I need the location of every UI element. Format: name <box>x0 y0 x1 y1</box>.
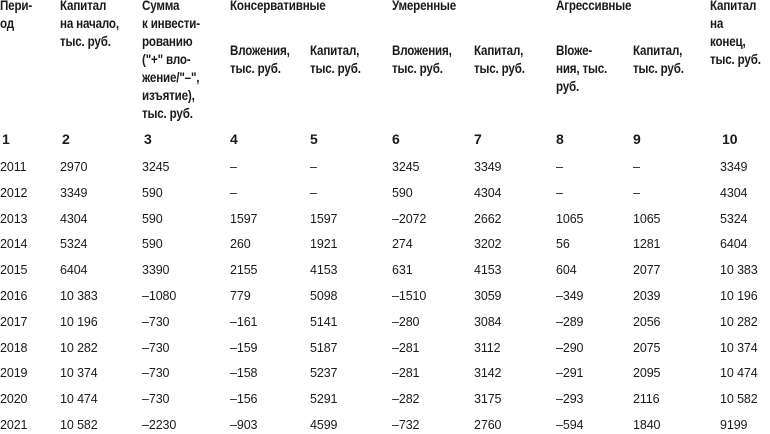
table-cell: 5324 <box>60 237 88 252</box>
table-cell: 260 <box>230 237 251 252</box>
table-cell: 4599 <box>310 418 338 432</box>
table-cell: –281 <box>392 340 420 355</box>
table-cell: 1840 <box>633 418 661 432</box>
header-moderate: Умеренные <box>392 0 457 13</box>
table-cell: 2662 <box>474 211 502 226</box>
table-cell: –594 <box>556 418 584 432</box>
table-cell: 2011 <box>0 160 27 174</box>
table-cell: 3059 <box>474 289 502 303</box>
header-capital-start: Капитал на начало, тыс. руб. <box>60 0 119 49</box>
table-cell: 3349 <box>720 160 748 174</box>
table-cell: –158 <box>230 366 258 381</box>
table-cell: 10 474 <box>60 392 98 407</box>
table-cell: 2018 <box>0 340 28 355</box>
table-cell: –161 <box>230 314 258 329</box>
column-number: 9 <box>633 131 641 147</box>
table-cell: –289 <box>556 314 584 329</box>
table-cell: 2056 <box>633 314 661 329</box>
table-cell: 2014 <box>0 237 28 252</box>
table-cell: 4304 <box>474 185 502 200</box>
table-cell: 3349 <box>60 185 88 200</box>
table-cell: 10 374 <box>720 340 758 355</box>
header-aggressive: Агрессивные <box>556 0 632 13</box>
table-cell: 3349 <box>474 160 502 174</box>
header-capital-end: Капитал на конец, тыс. руб. <box>710 0 761 67</box>
table-cell: –730 <box>142 314 170 329</box>
table-cell: 2116 <box>633 392 660 407</box>
table-cell: 5098 <box>310 289 338 303</box>
table-cell: 590 <box>142 211 163 226</box>
table-cell: 2077 <box>633 263 661 278</box>
table-cell: –2230 <box>142 418 177 432</box>
column-number: 6 <box>392 131 400 147</box>
subheader-aggressive-capital: Капитал, тыс. руб. <box>633 43 684 76</box>
table-cell: 779 <box>230 289 251 303</box>
column-number: 2 <box>62 131 70 147</box>
table-cell: 2012 <box>0 185 28 200</box>
table-cell: 3390 <box>142 263 170 278</box>
subheader-moderate-investment: Вложения, тыс. руб. <box>392 43 452 76</box>
subheader-conservative-investment: Вложения, тыс. руб. <box>230 43 290 76</box>
table-cell: 2155 <box>230 263 258 278</box>
header-conservative: Консервативные <box>230 0 326 13</box>
table-cell: 2039 <box>633 289 661 303</box>
subheader-moderate-capital: Капитал, тыс. руб. <box>474 43 525 76</box>
table-cell: 4153 <box>474 263 502 278</box>
table-cell: 2017 <box>0 314 28 329</box>
table-cell: 3245 <box>392 160 420 174</box>
table-cell: –730 <box>142 366 170 381</box>
table-cell: –290 <box>556 340 584 355</box>
column-number: 3 <box>144 131 152 147</box>
table-cell: 10 282 <box>60 340 98 355</box>
table-cell: 4304 <box>60 211 88 226</box>
table-cell: 3112 <box>474 340 501 355</box>
column-number: 4 <box>230 131 238 147</box>
table-cell: 5141 <box>310 314 338 329</box>
table-cell: –291 <box>556 366 584 381</box>
table-cell: –349 <box>556 289 584 303</box>
table-cell: 6404 <box>720 237 748 252</box>
table-cell: 10 582 <box>60 418 98 432</box>
column-number: 1 <box>2 131 10 147</box>
table-cell: –730 <box>142 340 170 355</box>
table-cell: – <box>230 160 237 174</box>
table-cell: 3245 <box>142 160 170 174</box>
table-cell: –732 <box>392 418 420 432</box>
table-cell: 5324 <box>720 211 748 226</box>
column-number: 10 <box>722 131 738 147</box>
table-cell: – <box>556 160 563 174</box>
table-cell: – <box>230 185 237 200</box>
table-cell: – <box>633 185 640 200</box>
table-cell: –282 <box>392 392 420 407</box>
table-cell: 5237 <box>310 366 338 381</box>
table-cell: – <box>310 160 317 174</box>
table-cell: 2970 <box>60 160 88 174</box>
table-cell: – <box>556 185 563 200</box>
table-cell: 590 <box>142 185 163 200</box>
table-cell: 3142 <box>474 366 502 381</box>
table-cell: – <box>633 160 640 174</box>
table-cell: 604 <box>556 263 577 278</box>
table-cell: 1921 <box>310 237 338 252</box>
table-cell: 10 374 <box>60 366 98 381</box>
table-cell: 5291 <box>310 392 338 407</box>
table-cell: 2016 <box>0 289 28 303</box>
table-cell: 10 474 <box>720 366 758 381</box>
table-cell: 2019 <box>0 366 28 381</box>
table-cell: 3084 <box>474 314 502 329</box>
table-cell: 10 196 <box>60 314 98 329</box>
table-cell: 10 383 <box>60 289 98 303</box>
table-cell: 10 383 <box>720 263 758 278</box>
table-cell: –2072 <box>392 211 427 226</box>
table-cell: 3175 <box>474 392 502 407</box>
table-cell: 56 <box>556 237 570 252</box>
subheader-conservative-capital: Капитал, тыс. руб. <box>310 43 361 76</box>
table-cell: 2095 <box>633 366 661 381</box>
table-cell: 9199 <box>720 418 748 432</box>
table-cell: 5187 <box>310 340 338 355</box>
table-cell: –281 <box>392 366 420 381</box>
table-cell: 6404 <box>60 263 88 278</box>
table-cell: 2013 <box>0 211 28 226</box>
table-cell: 10 582 <box>720 392 758 407</box>
table-cell: –280 <box>392 314 420 329</box>
table-cell: –159 <box>230 340 258 355</box>
table-cell: 2760 <box>474 418 502 432</box>
table-cell: 1597 <box>230 211 258 226</box>
table-cell: –293 <box>556 392 584 407</box>
table-cell: 2021 <box>0 418 28 432</box>
column-number: 5 <box>310 131 318 147</box>
table-cell: –903 <box>230 418 258 432</box>
table-cell: 4153 <box>310 263 338 278</box>
table-cell: 2075 <box>633 340 661 355</box>
table-cell: 2020 <box>0 392 28 407</box>
table-cell: 1281 <box>633 237 661 252</box>
table-cell: 1065 <box>633 211 661 226</box>
table-cell: 10 196 <box>720 289 758 303</box>
table-cell: 590 <box>142 237 163 252</box>
table-cell: 1065 <box>556 211 584 226</box>
table-cell: 4304 <box>720 185 748 200</box>
table-cell: 590 <box>392 185 413 200</box>
column-number: 7 <box>474 131 482 147</box>
table-cell: – <box>310 185 317 200</box>
table-cell: 631 <box>392 263 413 278</box>
table-cell: 274 <box>392 237 413 252</box>
table-cell: –156 <box>230 392 258 407</box>
table-cell: 1597 <box>310 211 338 226</box>
header-period: Пери- од <box>0 0 33 31</box>
column-number: 8 <box>556 131 564 147</box>
table-cell: 3202 <box>474 237 502 252</box>
header-investment-sum: Сумма к инвести- рованию ("+" вло- жение/"–", изъятие), тыс. руб. <box>142 0 200 121</box>
table-cell: –730 <box>142 392 170 407</box>
subheader-aggressive-investment: Вloже- ния, тыс. руб. <box>556 43 608 94</box>
table-cell: 2015 <box>0 263 28 278</box>
table-cell: –1510 <box>392 289 427 303</box>
table-cell: –1080 <box>142 289 177 303</box>
table-cell: 10 282 <box>720 314 758 329</box>
